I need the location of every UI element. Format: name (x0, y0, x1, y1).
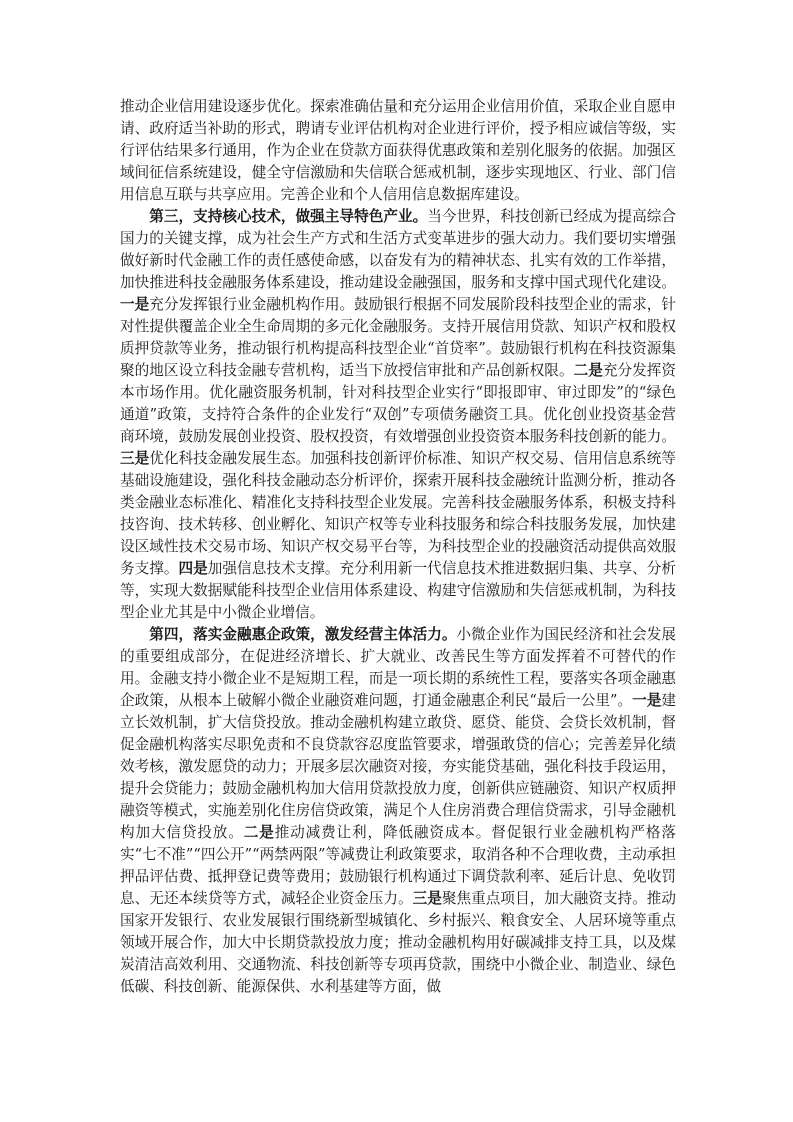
paragraph-core-technology (120, 206, 676, 624)
point-marker-two: 二是 (573, 362, 603, 379)
point-marker-three: 三是 (120, 450, 150, 467)
section-heading-third: 第三，支持核心技术，做强主导特色产业。 (149, 208, 428, 225)
paragraph-text: 推动企业信用建设逐步优化。探索准确估量和充分运用企业信用价值，采取企业自愿申请、政府适当补助的形式，聘请专业评估机构对企业进行评价，授予相应诚信等级，实行评估结果多行通用，作为企业在贷款方面获得优惠政策和差别化服务的依据。加强区域间征信系统建设，健全守信激励和失信联合惩戒机制，逐步实现地区、行业、部门信用信息互联与共享应用。完善企业和个人信用信息数据库建设。 (120, 98, 676, 203)
paragraph-text: 聚焦重点项目，加大融资支持。推动国家开发银行、农业发展银行围绕新型城镇化、乡村振兴、粮食安全、人居环境等重点领域开展合作，加大中长期贷款投放力度；推动金融机构用好碳减排支持工具，以及煤炭清洁高效利用、交通物流、科技创新等专项再贷款，围绕中小微企业、制造业、绿色低碳、科技创新、能源保供、水利基建等方面，做 (120, 890, 676, 995)
paragraph-text: 小微企业作为国民经济和社会发展的重要组成部分，在促进经济增长、扩大就业、改善民生等方面发挥着不可替代的作用。金融支持小微企业不是短期工程，而是一项长期的系统性工程，要落实各项金融惠企政策，从根本上破解小微企业融资难问题，打通金融惠企利民“最后一公里”。 (120, 626, 676, 709)
point-marker-four: 四是 (178, 560, 208, 577)
paragraph-inclusive-finance (120, 624, 676, 998)
paragraph-credit-construction (120, 96, 676, 206)
point-marker-one: 一是 (632, 692, 662, 709)
section-heading-fourth: 第四，落实金融惠企政策，激发经营主体活力。 (149, 626, 457, 643)
paragraph-text: 加强信息技术支撑。充分利用新一代信息技术推进数据归集、共享、分析等，实现大数据赋能科技型企业信用体系建设、构建守信激励和失信惩戒机制，为科技型企业尤其是中小微企业增信。 (120, 560, 676, 621)
paragraph-text: 推动减费让利，降低融资成本。督促银行业金融机构严格落实“七不准”“四公开”“两禁两限”等减费让利政策要求，取消各种不合理收费，主动承担押品评估费、抵押登记费等费用；鼓励银行机构通过下调贷款利率、延后计息、免收罚息、无还本续贷等方式，减轻企业资金压力。 (120, 824, 676, 907)
paragraph-text: 优化科技金融发展生态。加强科技创新评价标准、知识产权交易、信用信息系统等基础设施建设，强化科技金融动态分析评价，探索开展科技金融统计监测分析，推动各类金融业态标准化、精准化支持科技型企业发展。完善科技金融服务体系，积极支持科技咨询、技术转移、创业孵化、知识产权等专业科技服务和综合科技服务发展，加快建设区域性技术交易市场、知识产权交易平台等，为科技型企业的投融资活动提供高效服务支撑。 (120, 450, 676, 577)
document-page (120, 96, 676, 998)
paragraph-text: 建立长效机制，扩大信贷投放。推动金融机构建立敢贷、愿贷、能贷、会贷长效机制，督促金融机构落实尽职免责和不良贷款容忍度监管要求，增强敢贷的信心；完善差异化绩效考核，激发愿贷的动力；开展多层次融资对接，夯实能贷基础，强化科技手段运用，提升会贷能力；鼓励金融机构加大信用贷款投放力度，创新供应链融资、知识产权质押融资等模式，实施差别化住房信贷政策，满足个人住房消费合理信贷需求，引导金融机构加大信贷投放。 (120, 692, 676, 841)
paragraph-text: 当今世界，科技创新已经成为提高综合国力的关键支撑，成为社会生产方式和生活方式变革进步的强大动力。我们要切实增强做好新时代金融工作的责任感使命感，以奋发有为的精神状态、扎实有效的工作举措，加快推进科技金融服务体系建设，推动建设金融强国，服务和支撑中国式现代化建设。 (120, 208, 676, 291)
paragraph-text: 充分发挥银行业金融机构作用。鼓励银行根据不同发展阶段科技型企业的需求，针对性提供覆盖企业全生命周期的多元化金融服务。支持开展信用贷款、知识产权和股权质押贷款等业务，推动银行机构提高科技型企业“首贷率”。鼓励银行机构在科技资源集聚的地区设立科技金融专营机构，适当下放授信审批和产品创新权限。 (120, 296, 676, 379)
point-marker-two: 二是 (243, 824, 275, 841)
point-marker-one: 一是 (120, 296, 150, 313)
point-marker-three: 三是 (412, 890, 442, 907)
paragraph-text: 充分发挥资本市场作用。优化融资服务机制，针对科技型企业实行“即报即审、审过即发”的“绿色通道”政策，支持符合条件的企业发行“双创”专项债务融资工具。优化创业投资基金营商环境，鼓励发展创业投资、股权投资，有效增强创业投资资本服务科技创新的能力。 (120, 362, 676, 445)
